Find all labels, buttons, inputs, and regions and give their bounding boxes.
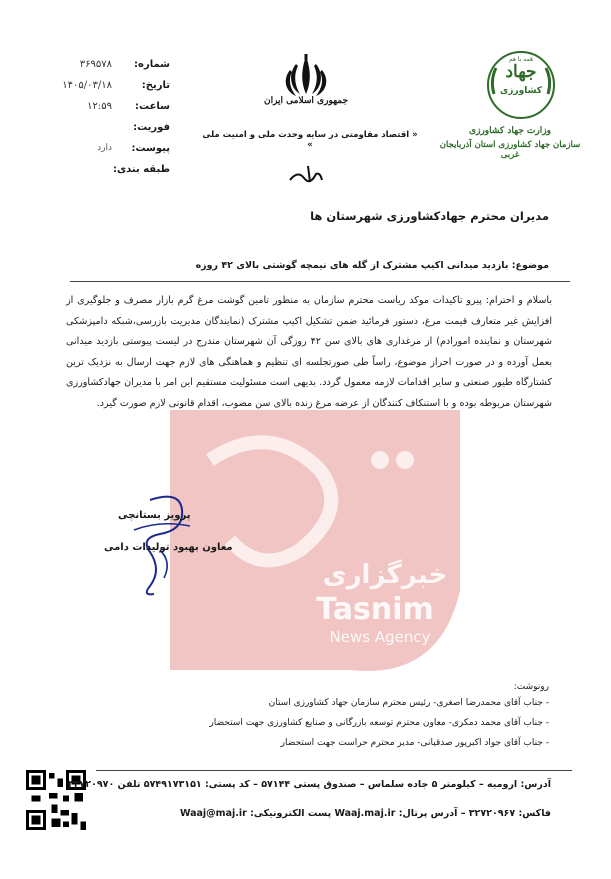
- attachment-label: پیوست:: [131, 143, 170, 154]
- organization-name: سازمان جهاد کشاورزی استان آذربایجان غربی: [439, 140, 581, 160]
- footer-divider: [96, 770, 572, 771]
- letter-body: باسلام و احترام: پیرو تاکیدات موکد ریاست محترم سازمان به منظور تامین گوشت مرغ گرم بازار مصرف و جلوگیری از افزایش غیر متعارف قیمت مرغ، دستور فرمائید ضمن تشکیل اکیپ مشترک (نمایندگان مدیریت بازرسی،شبکه دامپزشکی شهرستان و نماینده امورادم) از مرغداری های بالای سن ۴۲ روزگی آن شهرستان مندرج در لیست پیوستی بازدید میدانی بعمل آورده و در صورت احراز موضوع، راساً طی صورتجلسه ای تنظیم و هماهنگی های لازم جهت ارسال به نزدیک ترین کشتارگاه طیور صنعتی و سایر اقدامات لازمه معمول گردد. بدیهی است مسئولیت مستقیم این امر با مدیران جهادکشاورزی شهرستان مربوطه بوده و با استنکاف کنندگان از عرضه مرغ زنده بالای سن مصوب، اقدام قانونی لازم صورت گیرد.: [66, 295, 553, 409]
- footer-address: آدرس: ارومیه – کیلومتر ۵ جاده سلماس – صندوق پستی ۵۷۱۴۴ – کد پستی: ۵۷۴۹۱۷۳۱۵۱ تلفن ۳۲۷۲۰۹۷۰: [67, 779, 551, 790]
- date-value: ۱۴۰۵/۰۳/۱۸: [62, 80, 112, 91]
- cc-label: رونوشت:: [513, 682, 549, 692]
- signer-name: پرویز بستانچی: [118, 510, 191, 521]
- date-label: تاریخ:: [141, 80, 170, 91]
- footer-contact: فاکس: ۳۲۷۲۰۹۶۷ – آدرس پرتال: Waaj.maj.ir پست الکترونیکی: Waaj@maj.ir: [179, 808, 551, 819]
- logo-subtitle: کشاورزی: [500, 86, 542, 96]
- classification-label: طبقه بندی:: [112, 164, 170, 175]
- ministry-name: وزارت جهاد کشاورزی: [469, 126, 551, 136]
- signer-title: معاون بهبود تولیدات دامی: [104, 542, 233, 553]
- number-label: شماره:: [134, 59, 170, 70]
- subject-line: موضوع: بازدید میدانی اکیپ مشترک از گله های نیمچه گوشتی بالای ۴۲ روزه: [195, 260, 549, 271]
- watermark-text-en-sub: News Agency: [329, 628, 431, 646]
- time-value: ۱۲:۵۹: [87, 101, 112, 112]
- attachment-value: دارد: [97, 143, 112, 153]
- cc-item: - جناب آقای محمدرضا اصغری- رئیس محترم سازمان جهاد کشاورزی استان: [268, 698, 549, 708]
- watermark-text-en: Tasnim: [316, 592, 434, 627]
- government-name: جمهوری اسلامی ایران: [263, 96, 349, 106]
- slogan: « اقتصاد مقاومتی در سایه وحدت ملی و امنیت ملی »: [202, 130, 418, 150]
- cc-item: - جناب آقای جواد اکبرپور صدقیانی- مدیر محترم حراست جهت استحضار: [280, 738, 549, 748]
- logo-motto: هَمه با هم: [508, 56, 534, 63]
- watermark-text-fa: خبرگزاری: [322, 560, 448, 590]
- addressee: مدیران محترم جهادکشاورزی شهرستان ها: [310, 209, 549, 223]
- cc-item: - جناب آقای محمد دمکری- معاون محترم توسعه بازرگانی و صنایع کشاورزی جهت استحضار: [209, 718, 549, 728]
- subject-divider: [70, 281, 570, 282]
- logo-title: جهاد: [505, 62, 537, 82]
- time-label: ساعت:: [134, 101, 170, 112]
- number-value: ۳۶۹۵۷۸: [79, 59, 112, 70]
- calligraphy-mark: [286, 160, 326, 190]
- urgency-label: فوریت:: [133, 122, 170, 133]
- letter-meta: [60, 54, 170, 180]
